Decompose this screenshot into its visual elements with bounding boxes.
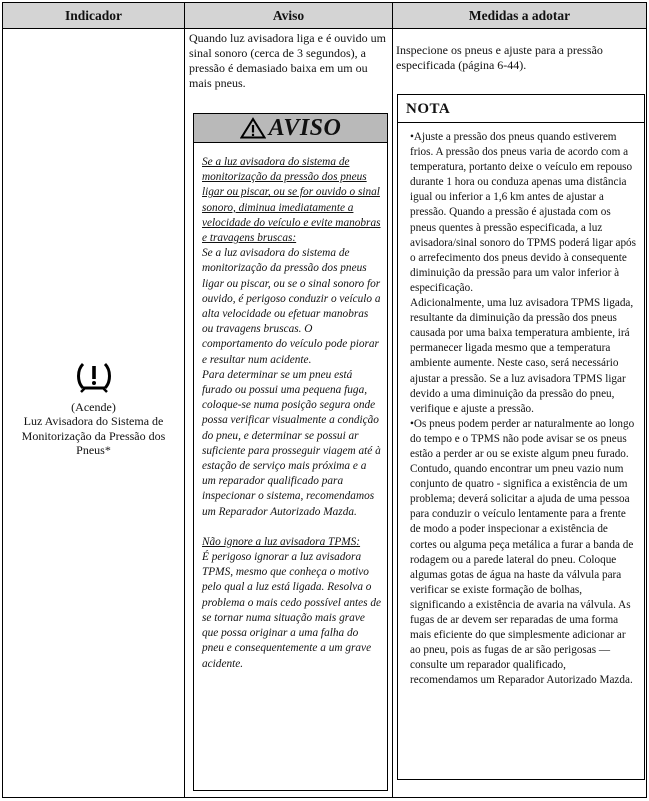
header-indicator: Indicador bbox=[3, 3, 184, 29]
aviso-box bbox=[193, 113, 388, 791]
measures-description: Inspecione os pneus e ajuste para a pressão especificada (página 6-44). bbox=[396, 43, 603, 72]
indicator-name-line3: Pneus* bbox=[76, 443, 111, 458]
aviso-body bbox=[202, 155, 382, 672]
aviso-p2: Para determinar se um pneu está furado ou possui uma pequena fuga, coloque-se numa posição segura onde possa verificar visualmente a condição do pneu, e determinar se possui ar suficiente para prosseguir viagem até à estação de serviço mais próxima e a um reparador qualificado para inspecionar o sistema, recomendamos um Reparador Autorizado Mazda. bbox=[202, 368, 381, 518]
indicator-cell bbox=[3, 360, 184, 458]
aviso-p1-body: Se a luz avisadora do sistema de monitorização da pressão dos pneus ligar ou piscar, ou se o sinal sonoro for ouvido, é perigoso conduzir o veículo a alta velocidade ou efetuar manobras ou travagens bruscas. O comportamento do veículo pode piorar e resultar num acidente. bbox=[202, 247, 381, 366]
column-divider bbox=[184, 3, 185, 797]
indicator-state: (Acende) bbox=[71, 399, 116, 414]
aviso-title: AVISO bbox=[268, 115, 342, 141]
nota-p2: Adicionalmente, uma luz avisadora TPMS ligada, resultante da diminuição da pressão dos pneus causada por uma baixa temperatura ambiente, irá permanecer ligada mesmo que a temperatura ambiente aumente. Neste caso, será necessário ajustar a pressão. Se a luz avisadora TPMS ligar devido a uma diminuição da pressão do pneu, verifique e ajuste a pressão. bbox=[410, 297, 634, 415]
column-divider bbox=[392, 3, 393, 797]
aviso-header bbox=[194, 114, 387, 143]
tire-pressure-warning-icon bbox=[74, 360, 114, 396]
warning-triangle-icon bbox=[240, 117, 266, 139]
tpms-warning-table bbox=[2, 2, 647, 798]
indicator-name-line2: Monitorização da Pressão dos bbox=[21, 428, 166, 443]
indicator-name-line1: Luz Avisadora do Sistema de bbox=[23, 414, 164, 429]
aviso-p3-body: É perigoso ignorar a luz avisadora TPMS, mesmo que conheça o motivo pelo qual a luz está ligada. Resolva o problema o mais cedo possível antes de se tornar numa situação mais grave que possa originar a uma falha do pneu e consequentemente a um grave acidente. bbox=[202, 551, 382, 670]
nota-p3: •Os pneus podem perder ar naturalmente ao longo do tempo e o TPMS não pode avisar se os pneus estão a perder ar ou se existe algum pneu furado. Contudo, quando encontrar um pneu vazio num conjunto de quatro - significa a existência de um problema; deverá solicitar a ajuda de uma pessoa para conduzir o veículo lentamente para a frente de modo a poder inspecionar a existência de cortes ou alguma peça metálica a furar a banda de rodagem ou a parede lateral do pneu. Coloque algumas gotas de água na haste da válvula para verificar se existe formação de bolhas, significando a existência de avaria na válvula. As fugas de ar devem ser reparadas de uma forma mais eficiente do que simplesmente adicionar ar ao pneu, pois as fugas de ar são perigosas — consulte um reparador qualificado, recomendamos um Reparador Autorizado Mazda. bbox=[410, 417, 635, 687]
header-measures: Medidas a adotar bbox=[393, 3, 646, 29]
nota-title: NOTA bbox=[398, 95, 644, 123]
nota-box bbox=[397, 94, 645, 780]
aviso-p3-lead: Não ignore a luz avisadora TPMS: bbox=[202, 535, 361, 548]
nota-p1: •Ajuste a pressão dos pneus quando estiverem frios. A pressão dos pneus varia de acordo com a temperatura, portanto deixe o veículo em repouso durante 1 hora ou conduza apenas uma distância igual ou inferior a 1,6 km antes de ajustar a pressão. Quando a pressão é ajustada com os pneus quentes à pressão especificada, a luz avisadora/sinal sonoro do TPMS poderá ligar após o arrefecimento dos pneus devido à consequente diminuição da pressão para um valor inferior à especificação. bbox=[410, 131, 636, 294]
nota-body bbox=[410, 130, 636, 688]
aviso-p1-lead: Se a luz avisadora do sistema de monitorização da pressão dos pneus ligar ou piscar, ou se for ouvido o sinal sonoro, diminua imediatamente a velocidade do veículo e evite manobras e travagens bruscas: bbox=[202, 156, 381, 245]
warning-description: Quando luz avisadora liga e é ouvido um sinal sonoro (cerca de 3 segundos), a pressão é demasiado baixa em um ou mais pneus. bbox=[189, 31, 386, 90]
header-warning: Aviso bbox=[185, 3, 392, 29]
